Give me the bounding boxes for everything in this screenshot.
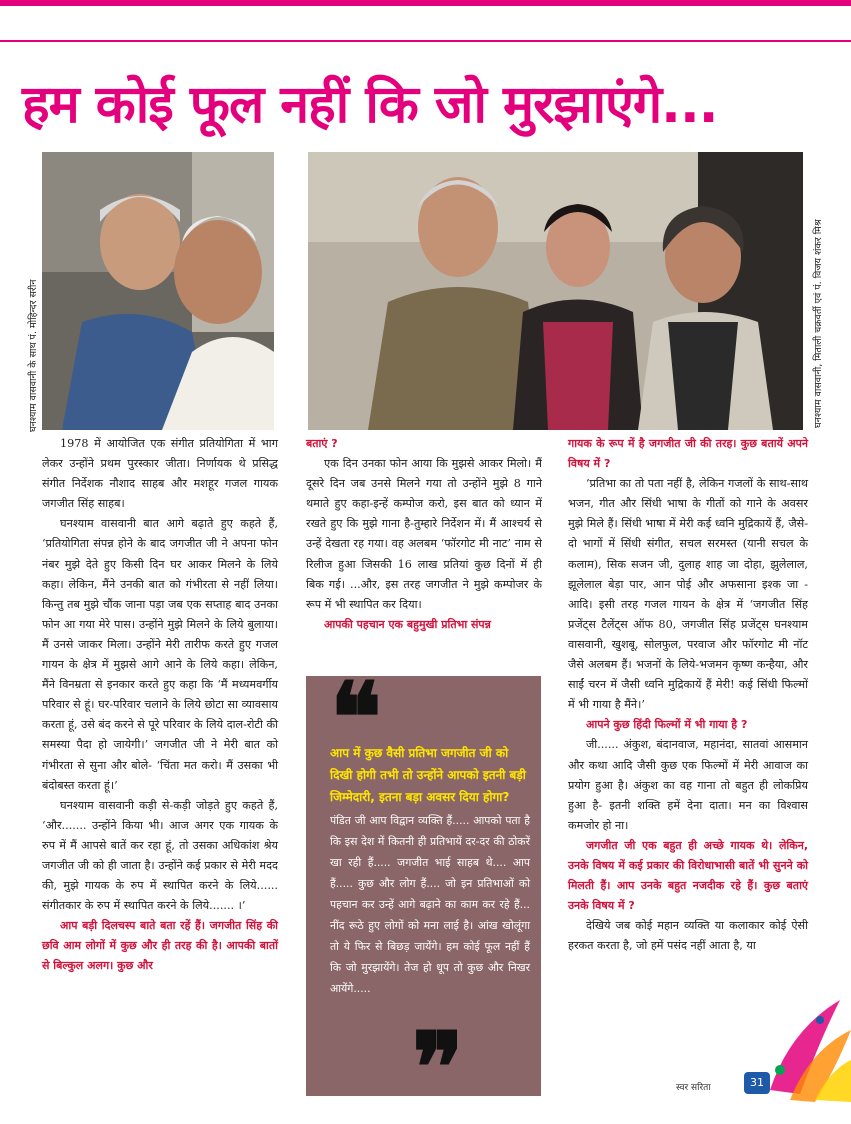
close-quote-icon: ❞ (412, 1011, 464, 1124)
column-2 (306, 434, 542, 635)
col3-question-3: जगजीत जी एक बहुत ही अच्छे गायक थे। लेकिन, उनके विषय में कई प्रकार की विरोधाभासी बातें भी सुनने को मिलती हैं। आप उनके बहुत नजदीक रहे हैं। कुछ बताएं उनके विषय में ? (568, 838, 808, 913)
col2-question: आपकी पहचान एक बहुमुखी प्रतिभा संपन्न (324, 617, 491, 631)
right-photo-caption: घनश्याम वासवानी, मिताली चक्रवर्ती एवं पं. विजय शंकर मिश्र (813, 219, 824, 428)
color-splash-decoration (760, 990, 851, 1102)
page-headline: हम कोई फूल नहीं कि जो मुरझाएंगे... (22, 75, 718, 135)
col3-question-2: आपने कुछ हिंदी फिल्मों में भी गाया है ? (586, 718, 748, 732)
left-photo (42, 152, 274, 430)
page-number: 31 (744, 1072, 770, 1094)
pull-quote-answer: पंडित जी आप विद्वान व्यक्ति हैं..... आपको पता है कि इस देश में कितनी ही प्रतिभायें दर-दर की ठोकरें खा रही हैं..... जगजीत भाई साहब थे.... आप हैं..... कुछ और लोग हैं.... जो इन प्रतिभाओं को पहचान कर उन्हें आगे बढ़ाने का काम कर रहे हैं... नींद रूठे हुए लोगों को मना लाई है। आंख खोलूंगा तो ये फिर से बिछड़ जायेंगे। हम कोई फूल नहीं हैं कि जो मुरझायेंगे। तेज हो धूप तो कुछ और निखर आयेंगे..... (330, 814, 530, 995)
column-1 (42, 434, 278, 977)
col1-question: आप बड़ी दिलचस्प बाते बता रहें हैं। जगजीत सिंह की छवि आम लोगों में कुछ और ही तरह की है। आपकी बातों से बिल्कुल अलग। कुछ और (42, 919, 278, 973)
col1-paragraph-3: घनश्याम वासवानी कड़ी से-कड़ी जोड़ते हुए कहते हैं, ‘और....... उन्होंने किया भी। आज अगर एक गायक के रुप में मैं आपसे बातें कर रहा हूं, तो उसका अधिकांश श्रेय जगजीत जी को ही जाता है। उन्होंने कई प्रकार से मेरी मदद की, मुझे गायक के रुप में स्थापित करने के लिये...... संगीतकार के रुप में स्थापित करने के लिये....... ।’ (42, 798, 278, 913)
top-accent-bar (0, 0, 851, 6)
column-3 (568, 434, 808, 956)
top-divider (0, 40, 851, 42)
pull-quote-question: आप में कुछ वैसी प्रतिभा जगजीत जी को दिखी होगी तभी तो उन्होंने आपको इतनी बड़ी जिम्मेदारी, इतना बड़ा अवसर दिया होगा? (330, 746, 526, 804)
col2-question-end: बताएं ? (306, 437, 338, 450)
col3-question-end: गायक के रूप में है जगजीत जी की तरह। कुछ बतायें अपने विषय में ? (568, 437, 808, 471)
left-photo-caption: घनश्याम वासवानी के साथ पं. मोहिन्दर सरीन (28, 279, 39, 432)
col2-paragraph-1: एक दिन उनका फोन आया कि मुझसे आकर मिलो। मैं दूसरे दिन जब उनसे मिलने गया तो उन्होंने मुझे 8 गाने थमाते हुए कहा-इन्हें कम्पोज करो, इस बात को ध्यान में रखते हुए कि मुझे गाना है-तुम्हारे निर्देशन में। मैं आश्चर्य से उन्हें देखता रह गया। वह अलबम ‘फॉरगोट मी नाट’ नाम से रिलीज हुआ जिसकी 16 लाख प्रतियां कुछ दिनों में ही बिक गई। ...और, इस तरह जगजीत ने मुझे कम्पोजर के रूप में भी स्थापित कर दिया। (306, 457, 542, 611)
right-photo (308, 152, 803, 430)
col3-paragraph-2: जी...... अंकुश, बंदानवाज, महानंदा, सातवां आसमान और कथा आदि जैसी कुछ एक फिल्मों में मेरी आवाज का प्रयोग हुआ है। अंकुश का वह गाना तो बहुत ही लोकप्रिय हुआ है- इतनी शक्ति हमें देना दाता। मन का विश्वास कमजोर हो ना। (568, 738, 808, 832)
open-quote-icon: ❝ (330, 661, 382, 774)
col3-paragraph-1: ‘प्रतिभा का तो पता नहीं है, लेकिन गजलों के साथ-साथ भजन, गीत और सिंधी भाषा के गीतों को गाने के अवसर मुझे मिले हैं। सिंधी भाषा में मेरी कई ध्वनि मुद्रिकायें हैं, जैसे-दो भागों में सिंधी संगीत, सचल सरमस्त (यानी सचल के कलाम), सिक सजन जी, दुलाह शाह जा दोहा, झुलेलाल, झूलेलाल बेड़ा पार, आन पोई और अफसाना इश्क जा - आदि। इसी तरह गजल गायन के क्षेत्र में ‘जगजीत सिंह प्रजेंट्स टैलेंट्स ऑफ 80, जगजीत सिंह प्रजेंट्स घनश्याम वासवानी, खुशबू, सोलफुल, परवाज और फॉरगोट मी नॉट जैसे अलबम हैं। भजनों के लिये-भजमन कृष्ण कन्हैया, और साईं चरन में जैसी ध्वनि मुद्रिकायें हैं मेरी! कई सिंधी फिल्मों में भी गाया है मैंने।’ (568, 477, 808, 712)
magazine-name: स्वर सरिता (676, 1083, 711, 1093)
col3-paragraph-3: देखिये जब कोई महान व्यक्ति या कलाकार कोई ऐसी हरकत करता है, जो हमें पसंद नहीं आता है, या (568, 919, 808, 953)
col1-paragraph-1: 1978 में आयोजित एक संगीत प्रतियोगिता में भाग लेकर उन्होंने प्रथम पुरस्कार जीता। निर्णायक थे प्रसिद्ध संगीत निर्देशक नौशाद साहब और मशहूर गजल गायक जगजीत सिंह साहब। (42, 437, 278, 511)
col1-paragraph-2: घनश्याम वासवानी बात आगे बढ़ाते हुए कहते हैं, ‘प्रतियोगिता संपन्न होने के बाद जगजीत जी ने अपना फोन नंबर मुझे देते हुए किसी दिन घर आकर मिलने के लिये कहा। लेकिन, मैंने उनकी बात को गंभीरता से नहीं लिया। किन्तु तब मुझे चौंक जाना पड़ा जब एक सप्ताह बाद उनका फोन आ गया मेरे पास। उन्होंने मुझे मिलने के लिये बुलाया। मैं उनसे जाकर मिला। उन्होंने मेरी तारीफ करते हुए गजल गायन के क्षेत्र में मुझसे आगे आने के लिये कहा। लेकिन, मैंने विनम्रता से इनकार करते हुए कहा कि ‘मैं मध्यमवर्गीय परिवार से हूं। घर-परिवार चलाने के लिये छोटा सा व्यावसाय करता हूं, उसे बंद करने से पूरे परिवार के लिये दाल-रोटी की समस्या पैदा हो जायेगी।’ जगजीत जी ने मेरी बात को गंभीरता से सुना और बोले- ‘चिंता मत करो। मैं उसका भी बंदोबस्त करता हूं।’ (42, 517, 278, 792)
